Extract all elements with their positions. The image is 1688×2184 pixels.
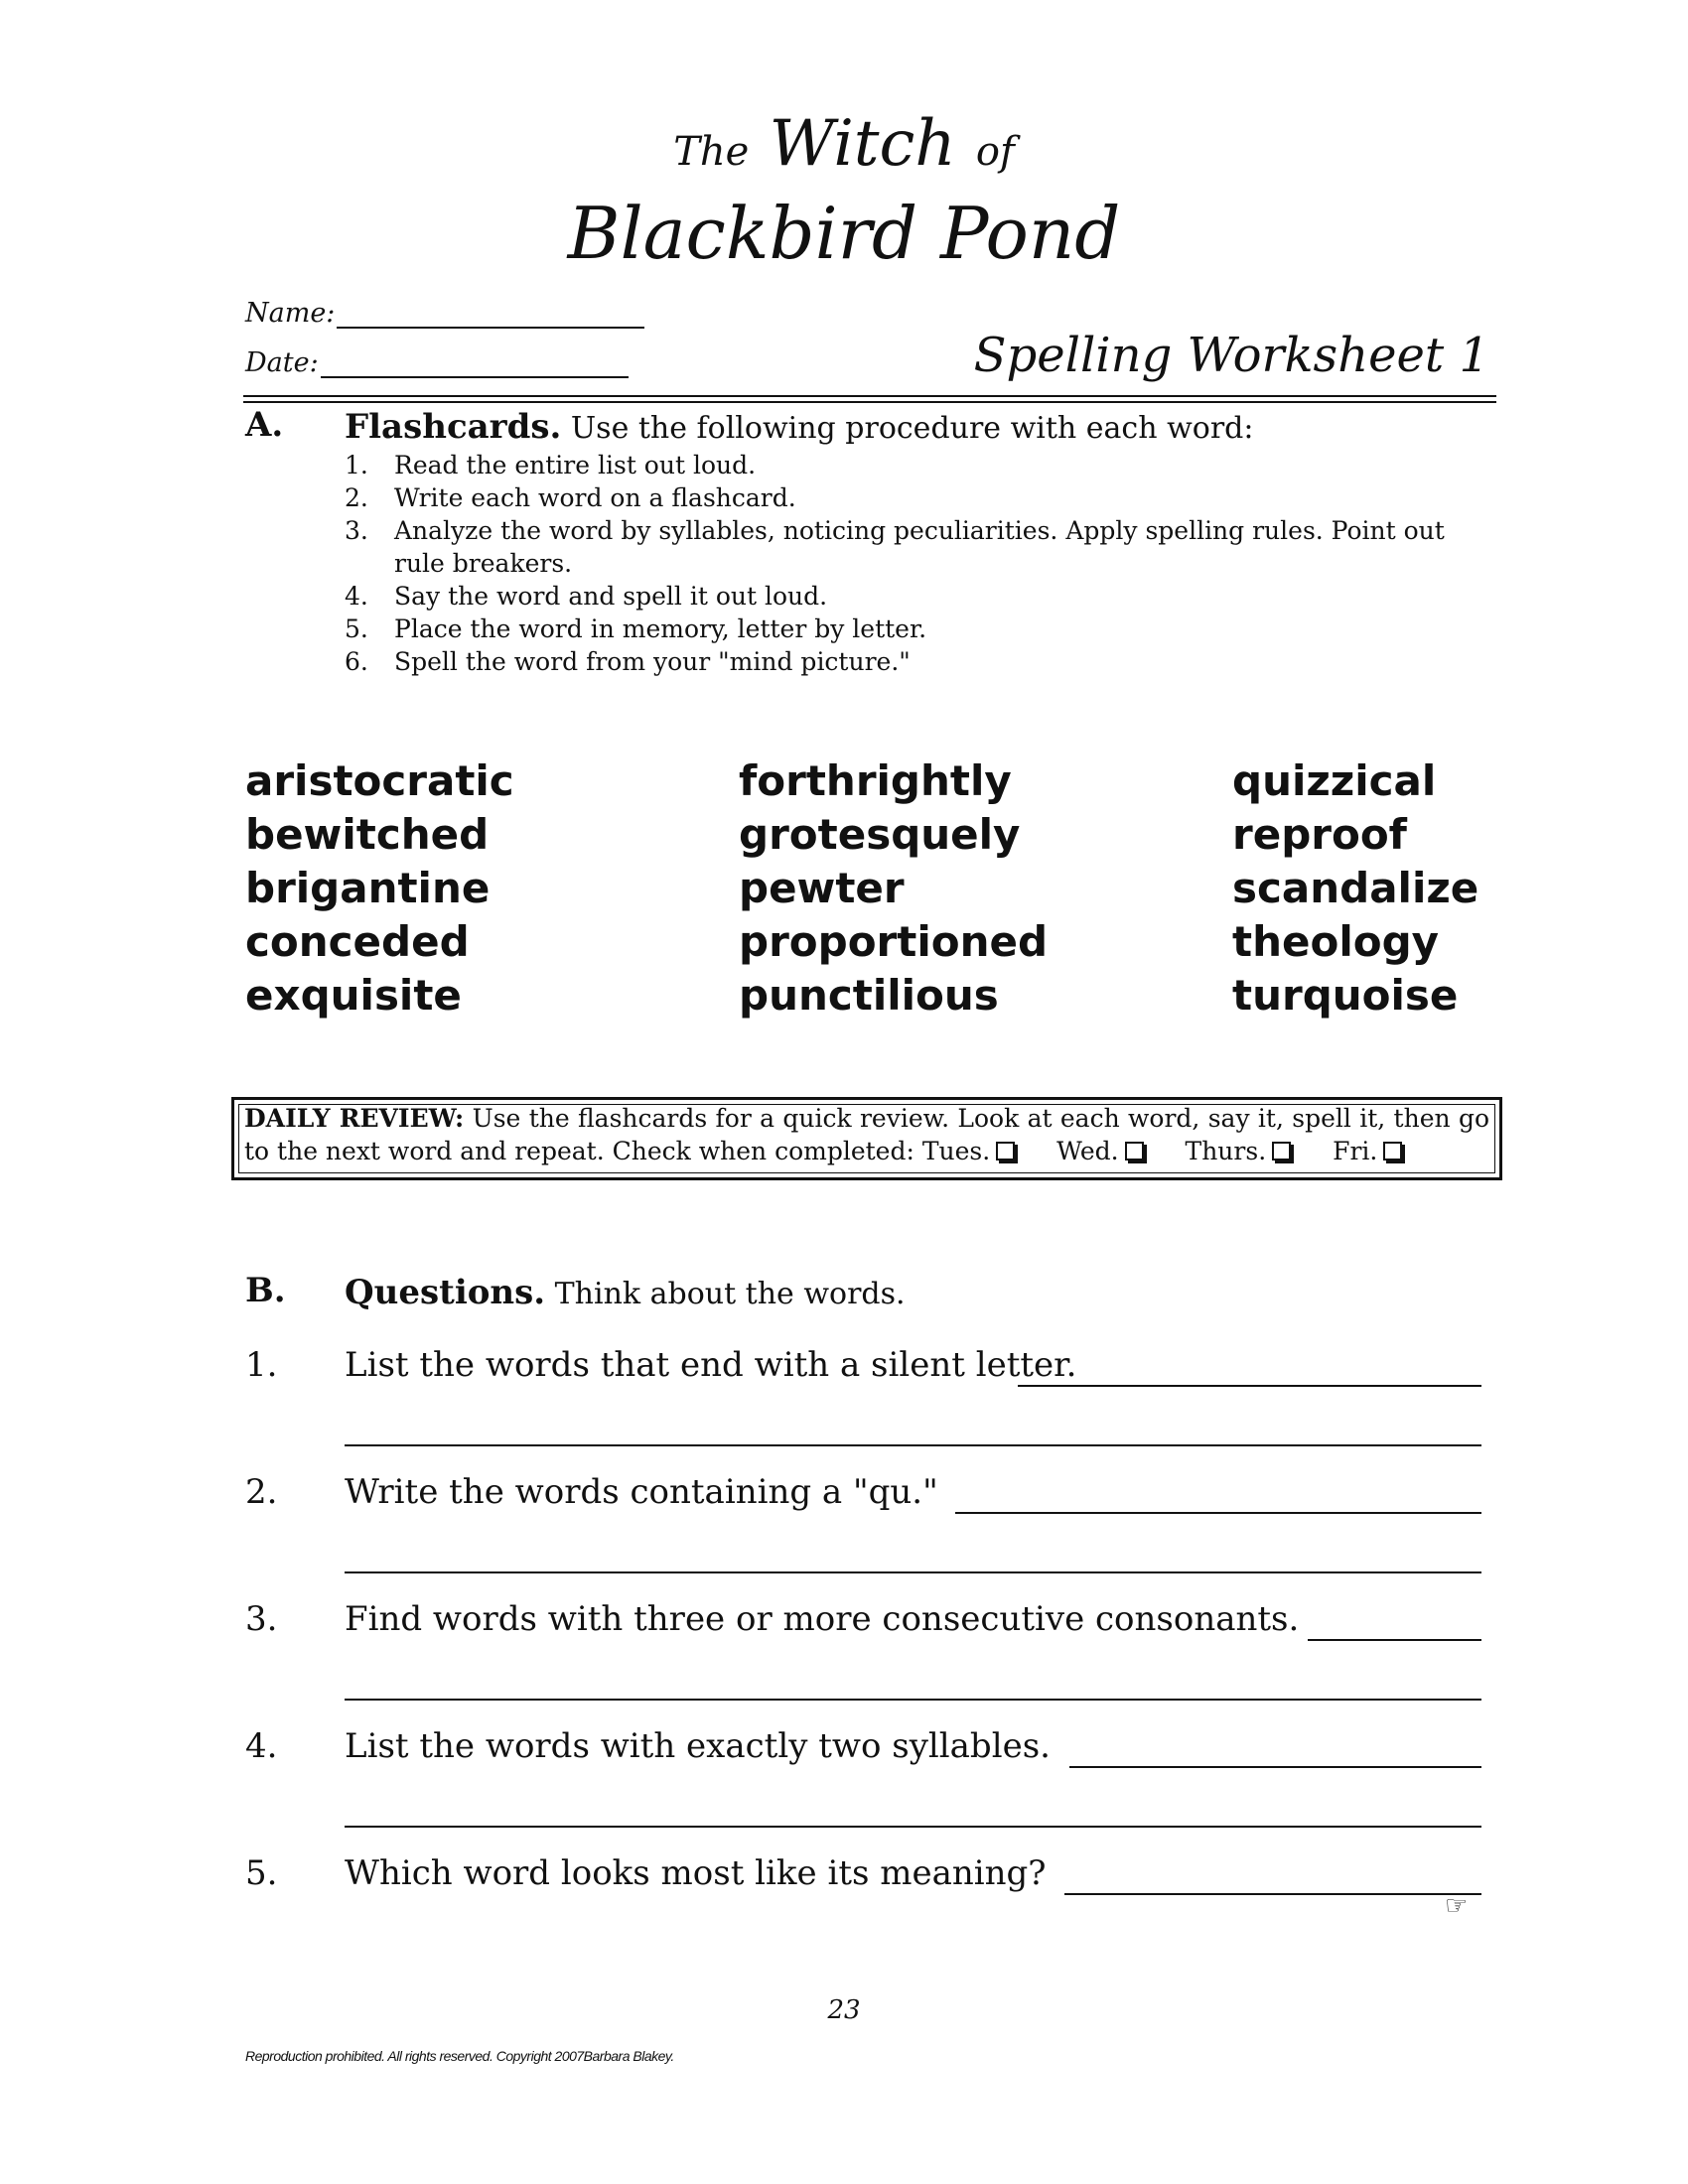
step-text: Analyze the word by syllables, noticing peculiarities. Apply spelling rules. Point out rule breakers. [394, 516, 1445, 578]
checkbox-thurs[interactable] [1272, 1142, 1291, 1160]
day-label-fri: Fri. [1333, 1137, 1378, 1165]
pointing-hand-icon: ☞ [1445, 1891, 1469, 1921]
step-item [345, 481, 1496, 514]
daily-review-box [231, 1097, 1502, 1180]
question-text: Find words with three or more consecutive consonants. [345, 1599, 1300, 1639]
step-number: 1. [345, 451, 368, 479]
question-text: Which word looks most like its meaning? [345, 1853, 1047, 1893]
section-a-intro: Use the following procedure with each word: [570, 411, 1254, 446]
answer-line[interactable] [345, 1444, 1481, 1446]
section-b-intro: Think about the words. [554, 1277, 906, 1311]
header-rule-top [243, 395, 1496, 397]
step-item [345, 580, 1496, 613]
answer-line[interactable] [345, 1699, 1481, 1701]
answer-line[interactable] [1018, 1385, 1481, 1387]
section-b-title: Questions. [345, 1273, 546, 1312]
step-text: Read the entire list out loud. [394, 451, 757, 479]
book-title-line2: Blackbird Pond [567, 192, 1121, 275]
word-column-3 [1232, 754, 1498, 1023]
header-rule-bottom [243, 401, 1496, 403]
spelling-word: grotesquely [739, 810, 1021, 859]
word-column-2 [739, 754, 1232, 1023]
daily-review-text [244, 1102, 1489, 1167]
question-number: 3. [245, 1599, 278, 1639]
worksheet-title: Spelling Worksheet 1 [973, 328, 1489, 383]
question-text: List the words that end with a silent letter. [345, 1345, 1077, 1385]
daily-review-instructions: Use the flashcards for a quick review. Look at each word, say it, spell it, then go to the next word and repeat. Check when completed: [244, 1104, 1490, 1165]
step-number: 3. [345, 516, 368, 545]
daily-review-label: DAILY REVIEW: [244, 1104, 465, 1133]
step-text: Write each word on a flashcard. [394, 483, 796, 512]
step-number: 6. [345, 647, 368, 676]
name-field[interactable] [245, 298, 644, 329]
title-witch: Witch [769, 107, 956, 181]
day-label-wed: Wed. [1056, 1137, 1119, 1165]
spelling-word: exquisite [245, 971, 462, 1020]
section-a-heading [345, 407, 1253, 447]
spelling-word: punctilious [739, 971, 999, 1020]
answer-line[interactable] [1064, 1893, 1481, 1895]
checkbox-wed[interactable] [1125, 1142, 1144, 1160]
answer-line[interactable] [345, 1571, 1481, 1573]
book-title-line1 [0, 104, 1688, 192]
word-column-1 [245, 754, 739, 1023]
checkbox-tues[interactable] [996, 1142, 1015, 1160]
section-a-letter: A. [245, 405, 284, 445]
spelling-word: aristocratic [245, 756, 514, 805]
question-number: 5. [245, 1853, 278, 1893]
question-number: 4. [245, 1726, 278, 1766]
section-b-letter: B. [245, 1271, 286, 1310]
answer-line[interactable] [345, 1826, 1481, 1828]
date-field[interactable] [245, 347, 629, 378]
page-number: 23 [827, 1995, 861, 2025]
spelling-word: turquoise [1232, 971, 1459, 1020]
section-a-title: Flashcards. [345, 407, 562, 447]
step-text: Place the word in memory, letter by letter. [394, 614, 927, 643]
spelling-word: proportioned [739, 917, 1049, 966]
step-item [345, 613, 1496, 645]
answer-line[interactable] [955, 1512, 1481, 1514]
day-label-thurs: Thurs. [1185, 1137, 1267, 1165]
question-number: 1. [245, 1345, 278, 1385]
spelling-word: quizzical [1232, 756, 1437, 805]
question-text: List the words with exactly two syllables. [345, 1726, 1051, 1766]
flashcard-steps [345, 449, 1496, 678]
spelling-word: scandalize [1232, 864, 1479, 912]
step-text: Say the word and spell it out loud. [394, 582, 828, 611]
spelling-word-list [245, 754, 1498, 1023]
spelling-word: bewitched [245, 810, 490, 859]
answer-line[interactable] [1069, 1766, 1481, 1768]
spelling-word: forthrightly [739, 756, 1012, 805]
copyright-footer: Reproduction prohibited. All rights reserved. Copyright 2007Barbara Blakey. [245, 2048, 674, 2064]
day-label-tues: Tues. [921, 1137, 991, 1165]
spelling-word: conceded [245, 917, 470, 966]
step-item [345, 645, 1496, 678]
question-number: 2. [245, 1472, 278, 1512]
title-the: The [673, 129, 750, 175]
step-number: 5. [345, 614, 368, 643]
step-text: Spell the word from your "mind picture." [394, 647, 911, 676]
name-line[interactable] [337, 303, 644, 329]
step-number: 2. [345, 483, 368, 512]
step-item [345, 514, 1496, 580]
answer-line[interactable] [1308, 1639, 1481, 1641]
section-b-heading [345, 1273, 906, 1312]
spelling-word: brigantine [245, 864, 491, 912]
spelling-word: theology [1232, 917, 1440, 966]
step-item [345, 449, 1496, 481]
name-label: Name: [245, 298, 336, 329]
spelling-word: reproof [1232, 810, 1407, 859]
question-text: Write the words containing a "qu." [345, 1472, 938, 1512]
date-line[interactable] [321, 352, 629, 378]
date-label: Date: [245, 347, 319, 378]
step-number: 4. [345, 582, 368, 611]
checkbox-fri[interactable] [1383, 1142, 1402, 1160]
spelling-word: pewter [739, 864, 905, 912]
title-of: of [975, 129, 1015, 175]
